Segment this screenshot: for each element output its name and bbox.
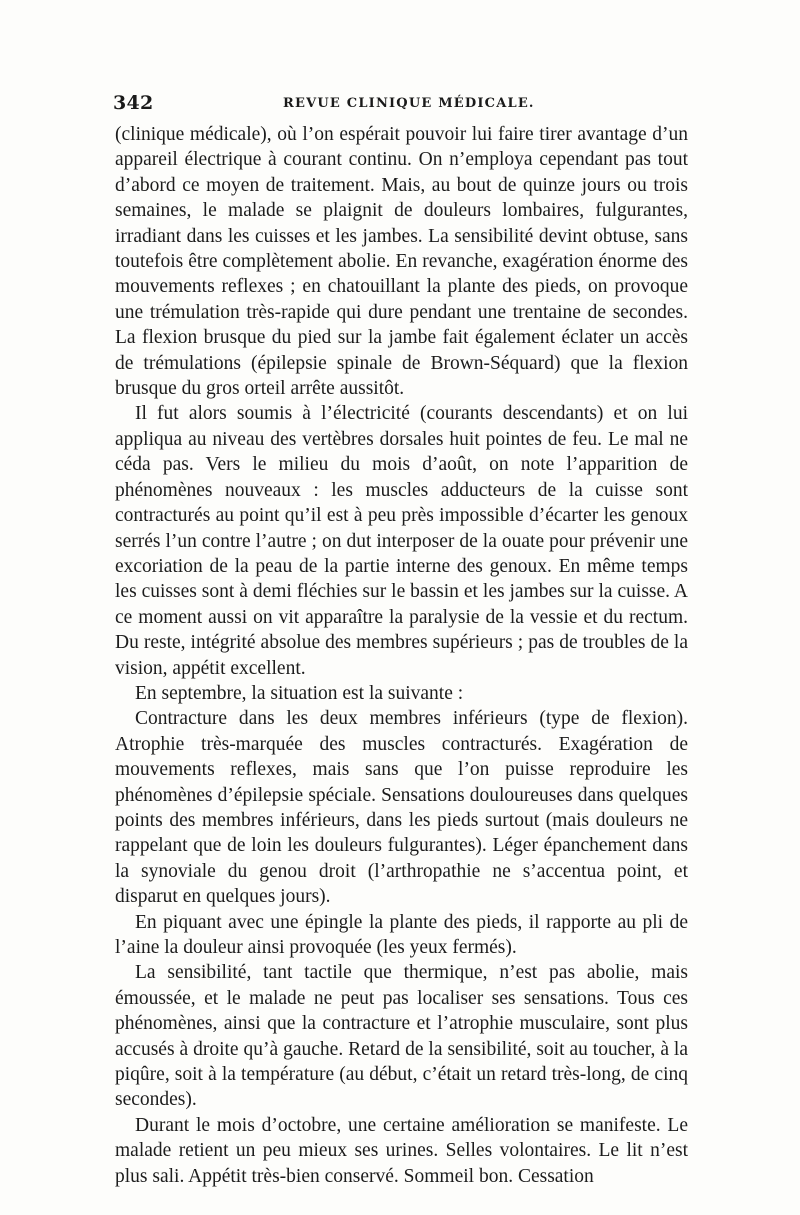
paragraph-contracture: Contracture dans les deux membres inférieurs (type de flexion). Atrophie très-marquée des muscles contracturés. Exagération de mouvements reflexes, mais sans que l’on puisse reproduire les phénomènes d’épilepsie spéciale. Sensations douloureuses dans quelques points des membres inférieurs, dans les pieds surtout (mais douleurs ne rappelant que de loin les douleurs fulgurantes). Léger épanchement dans la synoviale du genou droit (l’arthropathie ne s’accentua point, et disparut en quelques jours).	[115, 708, 688, 908]
paragraph-continuation: (clinique médicale), où l’on espérait pouvoir lui faire tirer avantage d’un appareil électrique à courant continu. On n’employa cependant pas tout d’abord ce moyen de traitement. Mais, au bout de quinze jours ou trois semaines, le malade se plaignit de douleurs lombaires, fulgurantes, irradiant dans les cuisses et les jambes. La sensibilité devint obtuse, sans toutefois être complètement abolie. En revanche, exagération énorme des mouvements reflexes ; en chatouillant la plante des pieds, on provoque une trémulation très-rapide qui dure pendant une trentaine de secondes. La flexion brusque du pied sur la jambe fait également éclater un accès de trémulations (épilepsie spinale de Brown-Séquard) que la flexion brusque du gros orteil arrête aussitôt.	[115, 124, 688, 400]
page-number: 342	[113, 92, 154, 114]
paragraph-pin-test: En piquant avec une épingle la plante des pieds, il rapporte au pli de l’aine la douleur ainsi provoquée (les yeux fermés).	[115, 911, 688, 958]
paragraph-electricity: Il fut alors soumis à l’électricité (courants descendants) et on lui appliqua au niveau des vertèbres dorsales huit pointes de feu. Le mal ne céda pas. Vers le milieu du mois d’août, on note l’apparition de phénomènes nouveaux : les muscles adducteurs de la cuisse sont contracturés au point qu’il est à peu près impossible d’écarter les genoux serrés l’un contre l’autre ; on dut interposer de la ouate pour prévenir une excoriation de la peau de la partie interne des genoux. En même temps les cuisses sont à demi fléchies sur le bassin et les jambes sur la cuisse. A ce moment aussi on vit apparaître la paralysie de la vessie et du rectum. Du reste, intégrité absolue des membres supérieurs ; pas de troubles de la vision, appétit excellent.	[115, 403, 688, 679]
paragraph-sensibility: La sensibilité, tant tactile que thermique, n’est pas abolie, mais émoussée, et le malade ne peut pas localiser ses sensations. Tous ces phénomènes, ainsi que la contracture et l’atrophie musculaire, sont plus accusés à droite qu’à gauche. Retard de la sensibilité, soit au toucher, à la piqûre, soit à la température (au début, c’était un retard très-long, de cinq secondes).	[115, 962, 688, 1111]
paragraph-september: En septembre, la situation est la suivante :	[135, 682, 464, 704]
journal-title: REVUE CLINIQUE MÉDICALE.	[283, 96, 535, 111]
running-head	[113, 92, 688, 120]
body-text	[115, 122, 688, 1189]
paragraph-october: Durant le mois d’octobre, une certaine amélioration se manifeste. Le malade retient un peu mieux ses urines. Selles volontaires. Le lit n’est plus sali. Appétit très-bien conservé. Sommeil bon. Cessation	[115, 1114, 688, 1187]
